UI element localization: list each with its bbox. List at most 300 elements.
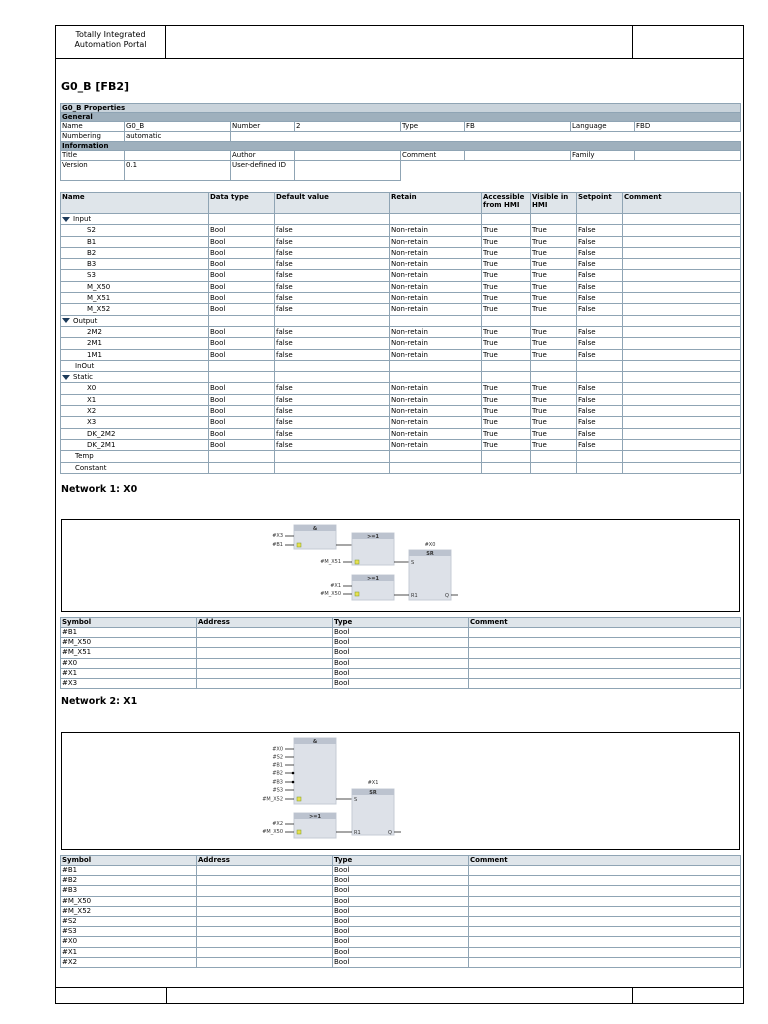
symbol-type-cell: Bool	[333, 678, 469, 688]
blank-cell	[401, 161, 741, 181]
default-value-cell	[275, 315, 390, 326]
default-value-cell: false	[275, 259, 390, 270]
setpoint-cell	[577, 360, 623, 371]
visible-cell: True	[531, 406, 577, 417]
n2-or-in2: #M_X50	[262, 829, 283, 835]
accessible-cell: True	[482, 406, 531, 417]
comment-cell	[623, 439, 741, 450]
accessible-cell: True	[482, 293, 531, 304]
footer-right-cell	[633, 988, 743, 1003]
default-value-cell: false	[275, 338, 390, 349]
col-retain: Retain	[390, 193, 482, 214]
accessible-cell: True	[482, 349, 531, 360]
comment-label: Comment	[401, 151, 465, 161]
symbol-address-cell	[197, 896, 333, 906]
interface-row	[61, 439, 741, 450]
interface-row	[61, 270, 741, 281]
properties-title: G0_B Properties	[61, 104, 741, 113]
data-type-cell	[209, 360, 275, 371]
symbol-type-cell: Bool	[333, 886, 469, 896]
interface-name-cell: 1M1	[61, 349, 209, 360]
accessible-cell: True	[482, 270, 531, 281]
interface-name-cell: Constant	[61, 462, 209, 473]
setpoint-cell: False	[577, 225, 623, 236]
interface-name-cell: M_X50	[61, 281, 209, 292]
version-value: 0.1	[125, 161, 231, 181]
symbol-address-cell	[197, 866, 333, 876]
comment-cell	[623, 428, 741, 439]
col-accessible: Accessible from HMI	[482, 193, 531, 214]
data-type-cell	[209, 462, 275, 473]
visible-cell: True	[531, 281, 577, 292]
n1-col-address: Address	[197, 618, 333, 628]
family-value	[635, 151, 741, 161]
n1-or1-in2: #M_X51	[320, 559, 341, 565]
block-title: G0_B [FB2]	[61, 80, 130, 93]
symbol-type-cell: Bool	[333, 876, 469, 886]
data-type-cell	[209, 214, 275, 225]
visible-cell: True	[531, 304, 577, 315]
visible-cell: True	[531, 259, 577, 270]
collapse-triangle-icon[interactable]	[62, 318, 70, 323]
n2-sr-label: SR	[369, 790, 377, 796]
setpoint-cell: False	[577, 338, 623, 349]
n1-sr-label: SR	[426, 551, 434, 557]
n2-and-input-label: #X0	[272, 746, 283, 753]
retain-cell: Non-retain	[390, 349, 482, 360]
default-value-cell: false	[275, 406, 390, 417]
n1-sr-operand: #X0	[424, 542, 436, 548]
interface-name-cell: M_X51	[61, 293, 209, 304]
visible-cell	[531, 360, 577, 371]
accessible-cell: True	[482, 281, 531, 292]
retain-cell	[390, 372, 482, 383]
symbol-symbol-cell: #B2	[61, 876, 197, 886]
comment-cell	[623, 225, 741, 236]
interface-name-cell: X3	[61, 417, 209, 428]
n1-col-symbol: Symbol	[61, 618, 197, 628]
accessible-cell: True	[482, 304, 531, 315]
interface-row	[61, 236, 741, 247]
n2-and-label: &	[312, 739, 318, 745]
data-type-cell: Bool	[209, 270, 275, 281]
n1-or2-in2: #M_X50	[320, 591, 341, 597]
visible-cell: True	[531, 383, 577, 394]
symbol-symbol-cell: #X0	[61, 937, 197, 947]
interface-section-label: Input	[73, 215, 92, 223]
visible-cell: True	[531, 428, 577, 439]
symbol-address-cell	[197, 916, 333, 926]
data-type-cell: Bool	[209, 439, 275, 450]
accessible-cell: True	[482, 417, 531, 428]
visible-cell: True	[531, 247, 577, 258]
setpoint-cell: False	[577, 383, 623, 394]
comment-cell	[623, 349, 741, 360]
n1-or1-label: >=1	[367, 534, 379, 540]
comment-cell	[623, 315, 741, 326]
n2-and-input-label: #B1	[272, 762, 283, 769]
default-value-cell	[275, 451, 390, 462]
symbol-comment-cell	[469, 957, 741, 967]
setpoint-cell	[577, 315, 623, 326]
version-label: Version	[61, 161, 125, 181]
accessible-cell	[482, 360, 531, 371]
data-type-cell: Bool	[209, 236, 275, 247]
interface-row	[61, 338, 741, 349]
userid-value	[295, 161, 401, 181]
n2-col-symbol: Symbol	[61, 856, 197, 866]
family-label: Family	[571, 151, 635, 161]
interface-name-cell: X0	[61, 383, 209, 394]
collapse-triangle-icon[interactable]	[62, 375, 70, 380]
interface-name-cell: B1	[61, 236, 209, 247]
setpoint-cell: False	[577, 259, 623, 270]
setpoint-cell: False	[577, 293, 623, 304]
symbol-comment-cell	[469, 947, 741, 957]
visible-cell	[531, 315, 577, 326]
default-value-cell	[275, 214, 390, 225]
interface-row	[61, 293, 741, 304]
symbol-row	[61, 678, 741, 688]
symbol-row	[61, 886, 741, 896]
default-value-cell	[275, 372, 390, 383]
interface-name-cell: S3	[61, 270, 209, 281]
retain-cell: Non-retain	[390, 225, 482, 236]
symbol-symbol-cell: #M_X50	[61, 638, 197, 648]
setpoint-cell: False	[577, 270, 623, 281]
visible-cell: True	[531, 293, 577, 304]
network-1-title: Network 1: X0	[61, 484, 138, 495]
author-value	[295, 151, 401, 161]
data-type-cell: Bool	[209, 394, 275, 405]
data-type-cell: Bool	[209, 383, 275, 394]
header-product-name: Totally Integrated Automation Portal	[56, 26, 166, 58]
symbol-address-cell	[197, 658, 333, 668]
symbol-row	[61, 668, 741, 678]
comment-cell	[623, 394, 741, 405]
symbol-type-cell: Bool	[333, 927, 469, 937]
symbol-row	[61, 658, 741, 668]
symbol-comment-cell	[469, 638, 741, 648]
retain-cell: Non-retain	[390, 338, 482, 349]
symbol-row	[61, 866, 741, 876]
number-label: Number	[231, 122, 295, 132]
comment-cell	[623, 417, 741, 428]
n2-sr-r1: R1	[354, 830, 361, 836]
symbol-comment-cell	[469, 876, 741, 886]
interface-row	[61, 360, 741, 371]
n2-or-in1: #X2	[272, 821, 283, 827]
accessible-cell	[482, 214, 531, 225]
interface-row	[61, 428, 741, 439]
symbol-type-cell: Bool	[333, 648, 469, 658]
retain-cell: Non-retain	[390, 259, 482, 270]
interface-row	[61, 462, 741, 473]
col-name: Name	[61, 193, 209, 214]
setpoint-cell: False	[577, 439, 623, 450]
data-type-cell: Bool	[209, 417, 275, 428]
default-value-cell: false	[275, 236, 390, 247]
interface-section-label: Output	[73, 316, 98, 325]
symbol-address-cell	[197, 957, 333, 967]
network-1-svg	[62, 520, 739, 611]
network-2-title: Network 2: X1	[61, 696, 138, 707]
header-right-cell	[633, 26, 743, 58]
retain-cell	[390, 360, 482, 371]
retain-cell	[390, 451, 482, 462]
symbol-symbol-cell: #X0	[61, 658, 197, 668]
footer-left-cell	[56, 988, 167, 1003]
interface-name-cell	[61, 372, 209, 383]
network-2-symbol-table	[60, 855, 741, 968]
data-type-cell: Bool	[209, 293, 275, 304]
n1-and-label: &	[312, 526, 318, 532]
accessible-cell: True	[482, 225, 531, 236]
comment-cell	[623, 406, 741, 417]
interface-table	[60, 192, 741, 474]
symbol-address-cell	[197, 906, 333, 916]
accessible-cell: True	[482, 338, 531, 349]
retain-cell: Non-retain	[390, 394, 482, 405]
blank-cell	[231, 132, 741, 142]
default-value-cell: false	[275, 225, 390, 236]
symbol-type-cell: Bool	[333, 866, 469, 876]
symbol-symbol-cell: #X2	[61, 957, 197, 967]
n1-col-type: Type	[333, 618, 469, 628]
collapse-triangle-icon[interactable]	[62, 217, 70, 222]
col-setpoint: Setpoint	[577, 193, 623, 214]
symbol-comment-cell	[469, 648, 741, 658]
symbol-comment-cell	[469, 658, 741, 668]
col-visible: Visible in HMI	[531, 193, 577, 214]
symbol-row	[61, 957, 741, 967]
symbol-row	[61, 638, 741, 648]
setpoint-cell: False	[577, 236, 623, 247]
visible-cell	[531, 214, 577, 225]
visible-cell: True	[531, 394, 577, 405]
default-value-cell: false	[275, 439, 390, 450]
n1-or2-in1: #X1	[330, 583, 341, 589]
symbol-address-cell	[197, 668, 333, 678]
comment-cell	[623, 462, 741, 473]
default-value-cell: false	[275, 383, 390, 394]
n2-negation-dot	[292, 772, 295, 775]
interface-row	[61, 247, 741, 258]
setpoint-cell: False	[577, 394, 623, 405]
footer-middle-cell	[167, 988, 633, 1003]
interface-row	[61, 225, 741, 236]
retain-cell: Non-retain	[390, 383, 482, 394]
visible-cell	[531, 451, 577, 462]
symbol-address-cell	[197, 648, 333, 658]
symbol-type-cell: Bool	[333, 957, 469, 967]
n1-and-in1: #X3	[272, 533, 283, 539]
default-value-cell: false	[275, 281, 390, 292]
default-value-cell	[275, 360, 390, 371]
accessible-cell: True	[482, 394, 531, 405]
comment-cell	[623, 270, 741, 281]
data-type-cell: Bool	[209, 225, 275, 236]
setpoint-cell: False	[577, 417, 623, 428]
symbol-comment-cell	[469, 927, 741, 937]
number-value: 2	[295, 122, 401, 132]
accessible-cell	[482, 462, 531, 473]
symbol-row	[61, 906, 741, 916]
author-label: Author	[231, 151, 295, 161]
type-value: FB	[465, 122, 571, 132]
language-value: FBD	[635, 122, 741, 132]
n2-and-input-label: #M_X52	[262, 796, 283, 803]
symbol-symbol-cell: #S2	[61, 916, 197, 926]
data-type-cell: Bool	[209, 406, 275, 417]
retain-cell	[390, 315, 482, 326]
visible-cell: True	[531, 417, 577, 428]
n2-sr-s: S	[354, 797, 358, 803]
visible-cell: True	[531, 270, 577, 281]
comment-cell	[623, 304, 741, 315]
interface-name-cell: X2	[61, 406, 209, 417]
n1-col-comment: Comment	[469, 618, 741, 628]
default-value-cell: false	[275, 326, 390, 337]
data-type-cell: Bool	[209, 338, 275, 349]
setpoint-cell: False	[577, 281, 623, 292]
data-type-cell	[209, 451, 275, 462]
interface-row	[61, 326, 741, 337]
n2-and-box	[294, 738, 336, 804]
data-type-cell: Bool	[209, 304, 275, 315]
symbol-address-cell	[197, 937, 333, 947]
n1-sr-r1: R1	[411, 593, 418, 599]
n2-and-input-label: #B3	[272, 779, 283, 786]
default-value-cell: false	[275, 293, 390, 304]
network-2-diagram	[61, 732, 740, 850]
interface-name-cell: DK_2M2	[61, 428, 209, 439]
symbol-comment-cell	[469, 678, 741, 688]
visible-cell: True	[531, 349, 577, 360]
comment-cell	[623, 293, 741, 304]
symbol-comment-cell	[469, 916, 741, 926]
interface-name-cell: 2M2	[61, 326, 209, 337]
col-data-type: Data type	[209, 193, 275, 214]
interface-row	[61, 451, 741, 462]
retain-cell: Non-retain	[390, 417, 482, 428]
symbol-comment-cell	[469, 886, 741, 896]
symbol-symbol-cell: #M_X50	[61, 896, 197, 906]
symbol-row	[61, 947, 741, 957]
retain-cell: Non-retain	[390, 326, 482, 337]
default-value-cell: false	[275, 394, 390, 405]
comment-cell	[623, 451, 741, 462]
header-middle-cell	[166, 26, 633, 58]
interface-row	[61, 214, 741, 225]
symbol-row	[61, 937, 741, 947]
interface-row	[61, 406, 741, 417]
numbering-value: automatic	[125, 132, 231, 142]
setpoint-cell	[577, 372, 623, 383]
network-2-svg	[62, 733, 739, 849]
interface-row	[61, 281, 741, 292]
language-label: Language	[571, 122, 635, 132]
retain-cell: Non-retain	[390, 406, 482, 417]
comment-value	[465, 151, 571, 161]
retain-cell: Non-retain	[390, 304, 482, 315]
retain-cell: Non-retain	[390, 293, 482, 304]
interface-name-cell	[61, 315, 209, 326]
symbol-row	[61, 628, 741, 638]
comment-cell	[623, 372, 741, 383]
n2-col-comment: Comment	[469, 856, 741, 866]
default-value-cell: false	[275, 247, 390, 258]
interface-name-cell: B2	[61, 247, 209, 258]
visible-cell: True	[531, 439, 577, 450]
visible-cell	[531, 462, 577, 473]
data-type-cell	[209, 372, 275, 383]
interface-row	[61, 315, 741, 326]
retain-cell: Non-retain	[390, 439, 482, 450]
symbol-comment-cell	[469, 628, 741, 638]
accessible-cell: True	[482, 236, 531, 247]
symbol-address-cell	[197, 886, 333, 896]
symbol-comment-cell	[469, 866, 741, 876]
properties-table	[60, 103, 741, 181]
interface-name-cell	[61, 214, 209, 225]
accessible-cell	[482, 315, 531, 326]
interface-row	[61, 394, 741, 405]
default-value-cell: false	[275, 270, 390, 281]
col-comment: Comment	[623, 193, 741, 214]
comment-cell	[623, 360, 741, 371]
accessible-cell: True	[482, 259, 531, 270]
symbol-symbol-cell: #B1	[61, 628, 197, 638]
accessible-cell	[482, 451, 531, 462]
n2-negation-dot	[292, 781, 295, 784]
setpoint-cell	[577, 214, 623, 225]
interface-header-row	[61, 193, 741, 214]
title-value	[125, 151, 231, 161]
symbol-type-cell: Bool	[333, 638, 469, 648]
retain-cell: Non-retain	[390, 428, 482, 439]
n2-sr-operand: #X1	[367, 780, 379, 786]
comment-cell	[623, 281, 741, 292]
comment-cell	[623, 383, 741, 394]
accessible-cell: True	[482, 428, 531, 439]
symbol-address-cell	[197, 678, 333, 688]
symbol-type-cell: Bool	[333, 937, 469, 947]
name-label: Name	[61, 122, 125, 132]
comment-cell	[623, 247, 741, 258]
visible-cell: True	[531, 338, 577, 349]
name-value: G0_B	[125, 122, 231, 132]
interface-name-cell: M_X52	[61, 304, 209, 315]
symbol-address-cell	[197, 638, 333, 648]
n2-and-input-label: #B2	[272, 770, 283, 777]
interface-section-label: Static	[73, 373, 94, 382]
interface-name-cell: X1	[61, 394, 209, 405]
n2-or-label: >=1	[309, 814, 321, 820]
interface-name-cell: 2M1	[61, 338, 209, 349]
symbol-type-cell: Bool	[333, 668, 469, 678]
symbol-type-cell: Bool	[333, 906, 469, 916]
data-type-cell: Bool	[209, 428, 275, 439]
data-type-cell: Bool	[209, 259, 275, 270]
interface-row	[61, 349, 741, 360]
interface-name-cell: InOut	[61, 360, 209, 371]
n1-sr-q: Q	[445, 593, 449, 599]
symbol-symbol-cell: #M_X52	[61, 906, 197, 916]
setpoint-cell: False	[577, 349, 623, 360]
symbol-type-cell: Bool	[333, 658, 469, 668]
symbol-symbol-cell: #X1	[61, 947, 197, 957]
